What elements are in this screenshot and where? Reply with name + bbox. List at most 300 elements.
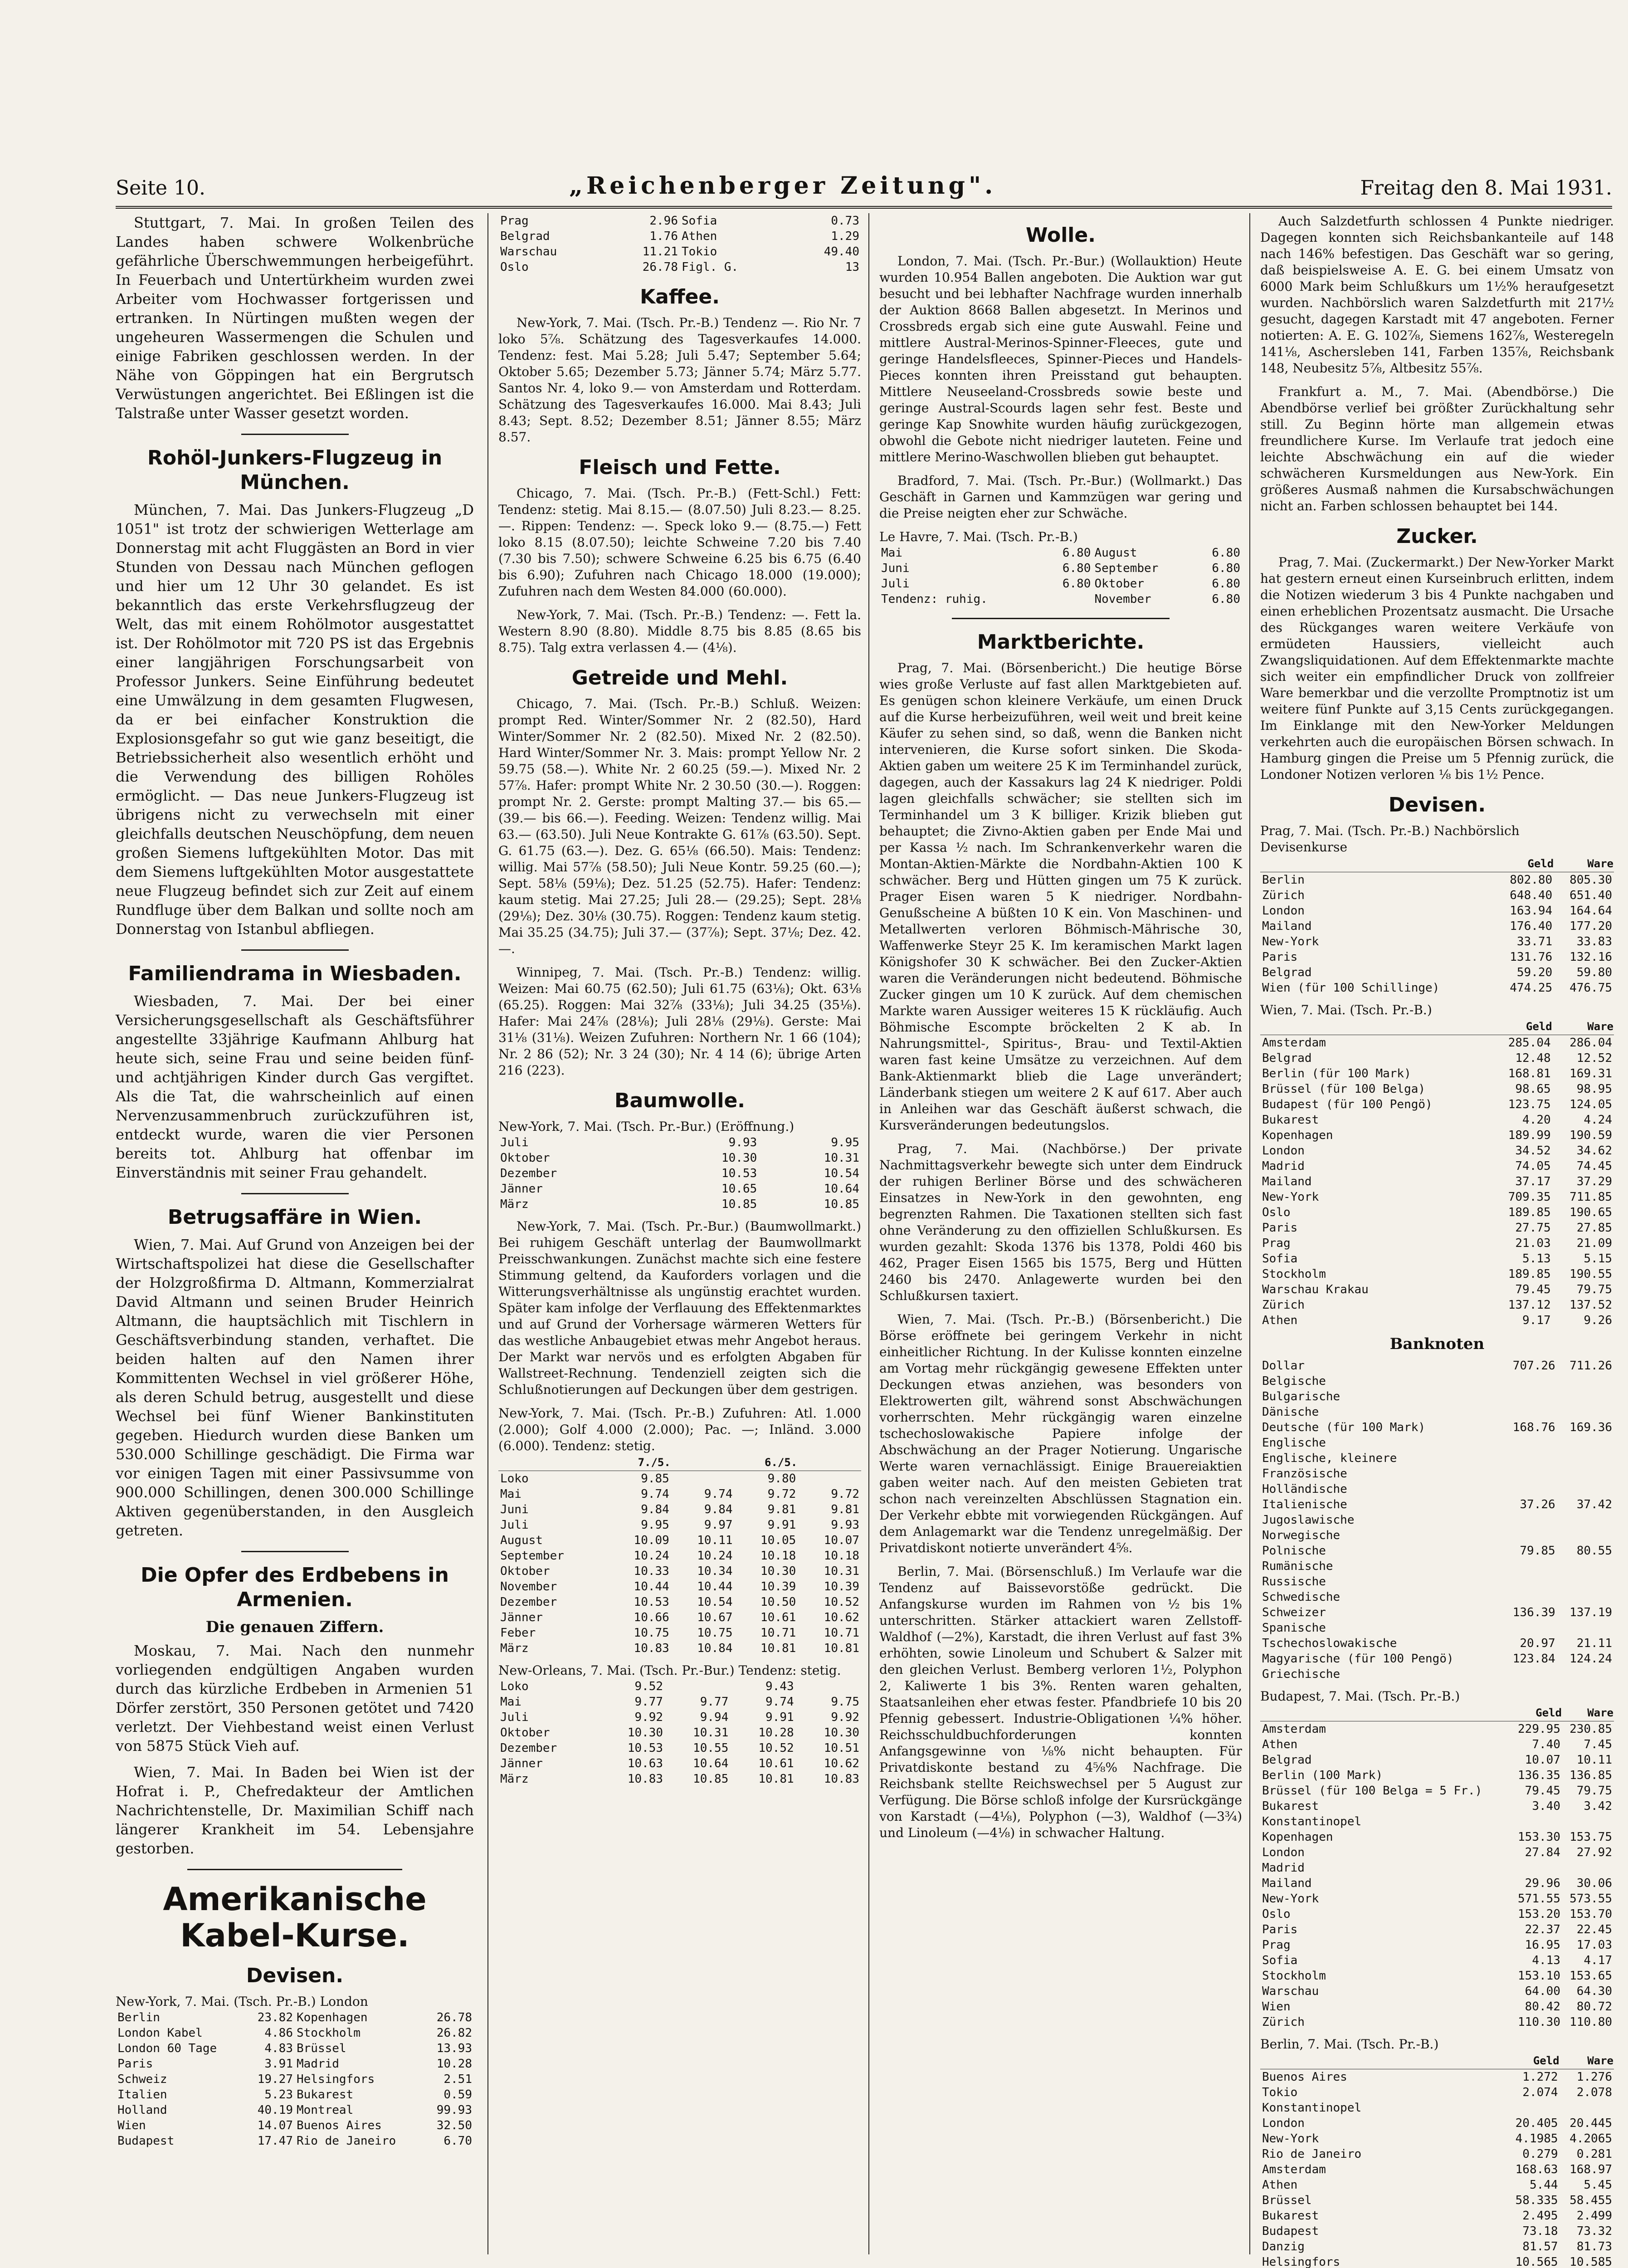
row-value: 4.17 xyxy=(1584,1954,1612,1967)
row-value: Stockholm xyxy=(296,2026,361,2040)
row-value: 5.45 xyxy=(1584,2178,1612,2192)
currency-row xyxy=(1260,1297,1614,1313)
row-value: 4.83 xyxy=(264,2042,293,2055)
divider xyxy=(241,1193,349,1194)
row-label: Paris xyxy=(117,2057,153,2071)
row-value: 32.50 xyxy=(436,2119,472,2132)
row-value: 22.45 xyxy=(1576,1923,1612,1936)
banknote-row xyxy=(1260,1559,1614,1574)
row-label: August xyxy=(500,1534,543,1547)
row-value xyxy=(1560,2100,1614,2116)
row-label: Französische xyxy=(1262,1467,1347,1481)
row-value: 10.85 xyxy=(693,1772,729,1786)
row-value: 10.33 xyxy=(634,1564,669,1578)
row-value: 9.80 xyxy=(767,1472,796,1486)
row-value: 6.80 xyxy=(1062,546,1091,560)
row-label: Belgrad xyxy=(1262,1753,1312,1767)
row-value xyxy=(1557,1559,1614,1574)
row-value: 6.80 xyxy=(1212,592,1240,606)
row-value xyxy=(798,1471,861,1487)
row-label: Zürich xyxy=(1262,2015,1305,2029)
row-value: 11.21 xyxy=(642,245,678,259)
row-value: 10.64 xyxy=(824,1182,859,1196)
row-value: 190.65 xyxy=(1570,1206,1612,1219)
currency-row xyxy=(1260,1035,1614,1051)
row-label: Polnische xyxy=(1262,1544,1326,1558)
article-schiff: Wien, 7. Mai. In Baden bei Wien ist der Hofrat i. P., Chefredakteur der Amtlichen Nachrichtenstelle, Dr. Maximilian Schiff nach längerer Krankheit im 54. Lebensjahre gestorben. xyxy=(116,1764,474,1857)
row-label: Prag xyxy=(500,214,529,228)
row-value: 10.52 xyxy=(824,1595,859,1609)
row-value: 0.59 xyxy=(444,2088,472,2102)
currency-row xyxy=(1260,1752,1614,1768)
row-value: 17.47 xyxy=(257,2134,293,2148)
row-value xyxy=(1500,1374,1557,1389)
row-label: Bukarest xyxy=(1262,2209,1319,2223)
row-label: Budapest xyxy=(1262,2224,1319,2238)
row-value: 136.35 xyxy=(1518,1769,1560,1782)
row-value xyxy=(1557,1389,1614,1404)
row-value xyxy=(1557,1589,1614,1605)
row-label: Zürich xyxy=(1262,889,1305,902)
row-value xyxy=(1557,1574,1614,1589)
row-label: Wien xyxy=(117,2119,146,2132)
row-value: 131.76 xyxy=(1510,950,1553,964)
row-value: 34.62 xyxy=(1576,1144,1612,1158)
row-value: 26.82 xyxy=(436,2026,472,2040)
report-frankfurt: Frankfurt a. M., 7. Mai. (Abendbörse.) Die Abendbörse verlief bei größter Zurückhaltung sehr still. Zu Beginn hörte man allgemein etwas freundlichere Kurse. Im Verlaufe trat jedoch eine leichte Abschwächung ein auf die wieder schwächeren Kursmeldungen aus New-York. Ein größeres Ausmaß nahmen die Kursabschwächungen nicht an. Farben schlossen behauptet bei 144. xyxy=(1260,384,1614,513)
masthead xyxy=(116,172,1612,209)
row-label: Englische xyxy=(1262,1436,1326,1450)
row-label: Madrid xyxy=(1262,1861,1305,1875)
banknote-row xyxy=(1260,1651,1614,1667)
row-value: 10.31 xyxy=(824,1151,859,1165)
row-value: 20.445 xyxy=(1570,2116,1612,2130)
row-value: 10.565 xyxy=(1515,2255,1558,2268)
row-value: 10.50 xyxy=(760,1595,796,1609)
row-value: 37.42 xyxy=(1576,1498,1612,1511)
row-value: 37.29 xyxy=(1576,1175,1612,1188)
headline-erdbeben: Die Opfer des Erdbebens in Armenien. xyxy=(141,1564,449,1611)
row-label: Juni xyxy=(500,1503,529,1516)
currency-row xyxy=(1260,1922,1614,1937)
baumwolle-no-table xyxy=(498,1679,861,1787)
row-label: New-York xyxy=(1262,1190,1319,1204)
column-header: Geld xyxy=(1511,1705,1562,1721)
row-value: 10.83 xyxy=(824,1772,859,1786)
row-value: 10.83 xyxy=(634,1642,669,1655)
row-value: 229.95 xyxy=(1518,1722,1560,1736)
row-label: Schwedische xyxy=(1262,1590,1340,1604)
currency-row xyxy=(1260,1721,1614,1737)
newspaper-title: „Reichenberger Zeitung". xyxy=(569,172,997,200)
column-1 xyxy=(116,213,484,2254)
cotton-row xyxy=(498,1641,861,1656)
rate-row xyxy=(116,2056,474,2072)
row-label: Athen xyxy=(1262,1738,1298,1751)
row-value: 474.25 xyxy=(1510,981,1553,995)
row-value: 169.36 xyxy=(1570,1421,1612,1434)
banknote-row xyxy=(1260,1389,1614,1404)
currency-row xyxy=(1260,1128,1614,1143)
row-value: 58.455 xyxy=(1570,2194,1612,2207)
row-value: 9.17 xyxy=(1522,1314,1551,1327)
row-label: Oslo xyxy=(500,260,529,274)
divider xyxy=(241,434,349,435)
headline-junkers: Rohöl-Junkers-Flugzeug in München. xyxy=(147,446,443,494)
row-label: New-York xyxy=(1262,935,1319,948)
row-value: 711.26 xyxy=(1570,1359,1612,1373)
row-label: Spanische xyxy=(1262,1621,1326,1635)
banknote-row xyxy=(1260,1620,1614,1636)
row-label: Sofia xyxy=(1262,1252,1298,1266)
row-value xyxy=(1500,1466,1557,1481)
row-value: 0.281 xyxy=(1576,2147,1612,2161)
currency-row xyxy=(1260,2100,1614,2116)
row-label: London Kabel xyxy=(117,2026,203,2040)
headline-zucker: Zucker. xyxy=(1396,525,1478,548)
row-value: 10.11 xyxy=(1576,1753,1612,1767)
baumwolle-ny-table xyxy=(498,1454,861,1656)
currency-row xyxy=(1260,1051,1614,1066)
row-value: 9.74 xyxy=(641,1487,669,1501)
row-label: Magyarische (für 100 Pengö) xyxy=(1262,1652,1454,1666)
currency-row xyxy=(1260,1737,1614,1752)
column-header: 6./5. xyxy=(735,1454,798,1471)
row-value: 9.84 xyxy=(704,1503,733,1516)
row-value: 26.78 xyxy=(436,2011,472,2024)
row-label: Rumänische xyxy=(1262,1559,1333,1573)
row-label: Juli xyxy=(500,1711,529,1724)
row-label: Mailand xyxy=(1262,1175,1312,1188)
row-value: 2.499 xyxy=(1576,2209,1612,2223)
row-value xyxy=(1500,1559,1557,1574)
row-value: 0.279 xyxy=(1522,2147,1558,2161)
currency-row xyxy=(1260,965,1614,980)
row-value: 189.85 xyxy=(1508,1267,1551,1281)
row-value xyxy=(1557,1667,1614,1682)
row-value: 16.95 xyxy=(1525,1938,1560,1952)
row-label: Danzig xyxy=(1262,2240,1305,2253)
row-value: 5.13 xyxy=(1522,1252,1551,1266)
row-value xyxy=(1500,1451,1557,1466)
row-label: Berlin xyxy=(1262,873,1305,887)
row-label: Norwegische xyxy=(1262,1529,1340,1542)
cotton-row xyxy=(498,1679,861,1694)
row-value: 10.62 xyxy=(824,1611,859,1624)
row-value: 99.93 xyxy=(436,2103,472,2117)
row-label: Jänner xyxy=(500,1611,543,1624)
row-value: 9.93 xyxy=(728,1136,757,1149)
row-value: 802.80 xyxy=(1510,873,1553,887)
cotton-row xyxy=(498,1694,861,1710)
row-value: 110.80 xyxy=(1570,2015,1612,2029)
row-value: Figl. G. xyxy=(681,260,739,274)
row-value: 1.276 xyxy=(1576,2070,1612,2084)
row-value: 10.61 xyxy=(758,1757,794,1770)
banknote-row xyxy=(1260,1574,1614,1589)
currency-row xyxy=(1260,1799,1614,1814)
cotton-row xyxy=(498,1135,861,1150)
row-value: 10.44 xyxy=(634,1580,669,1593)
currency-row xyxy=(1260,1768,1614,1783)
row-value: November xyxy=(1094,592,1151,606)
row-value: 9.26 xyxy=(1584,1314,1612,1327)
row-label: Dezember xyxy=(500,1595,557,1609)
row-value: 74.05 xyxy=(1515,1159,1551,1173)
rate-row xyxy=(498,229,861,244)
row-label: Amsterdam xyxy=(1262,1036,1326,1050)
row-value: 79.45 xyxy=(1515,1283,1551,1296)
row-value xyxy=(671,1471,735,1487)
currency-row xyxy=(1260,1999,1614,2014)
divider xyxy=(187,1869,402,1870)
row-value: 10.54 xyxy=(697,1595,733,1609)
report-baumwollmarkt: New-York, 7. Mai. (Tsch. Pr.-Bur.) (Baumwollmarkt.) Bei ruhigem Geschäft unterlag der Baumwollmarkt Preisschwankungen. Zunächst machte sich eine festere Stimmung geltend, da Kauforders vorlagen und die Witterungsverhältnisse als ungünstig erachtet wurden. Später kam infolge der Verflauung des Effektenmarktes und auf Grund der Vorhersage wärmeren Wetters für das westliche Anbaugebiet etwas mehr Angebot heraus. Der Markt war nervös und es erfolgten Abgaben für Wallstreet-Rechnung. Tendenziell zeigten sich die Schlußnotierungen auf Deckungen über dem gestrigen. xyxy=(498,1219,861,1397)
row-value: 10.81 xyxy=(758,1772,794,1786)
row-value xyxy=(1500,1589,1557,1605)
row-value: 27.85 xyxy=(1576,1221,1612,1235)
row-value: 110.30 xyxy=(1518,2015,1560,2029)
row-label: Schweizer xyxy=(1262,1606,1326,1619)
row-value: 79.45 xyxy=(1525,1784,1560,1798)
row-value: 9.92 xyxy=(634,1711,663,1724)
row-label: Oktober xyxy=(500,1151,550,1165)
report-wolle-bradford: Bradford, 7. Mai. (Tsch. Pr.-Bur.) (Wollmarkt.) Das Geschäft in Garnen und Kammzügen war gering und die Preise neigten eher zur Schwäche. xyxy=(879,473,1242,521)
row-value: 163.94 xyxy=(1510,904,1553,918)
row-value: 2.074 xyxy=(1522,2086,1558,2099)
row-value: 4.13 xyxy=(1532,1954,1560,1967)
currency-row xyxy=(1260,1174,1614,1189)
row-value: 2.495 xyxy=(1522,2209,1558,2223)
row-label: Konstantinopel xyxy=(1262,1815,1362,1828)
table-header-row xyxy=(1260,1018,1614,1035)
row-label: Italienische xyxy=(1262,1498,1347,1511)
row-value: 124.24 xyxy=(1570,1652,1612,1666)
row-value: 9.74 xyxy=(765,1695,794,1709)
row-value: 27.84 xyxy=(1525,1846,1560,1859)
row-value: 10.30 xyxy=(721,1151,757,1165)
row-value: 81.57 xyxy=(1522,2240,1558,2253)
row-value: 9.81 xyxy=(831,1503,859,1516)
currency-row xyxy=(1260,1860,1614,1876)
row-value: 10.07 xyxy=(824,1534,859,1547)
havre-row xyxy=(879,545,1242,561)
currency-row xyxy=(1260,1968,1614,1984)
report-getreide-chicago: Chicago, 7. Mai. (Tsch. Pr.-B.) Schluß. Weizen: prompt Red. Winter/Sommer Nr. 2 (82.50), Hard Winter/Sommer Nr. 2 (82.50). Mixed Nr. 2 (82.50). Hard Winter/Sommer Nr. 3. Mais: prompt Yellow Nr. 2 59.75 (58.—). White Nr. 2 60.25 (59.—). Mixed Nr. 2 57⅞. Hafer: prompt White Nr. 2 30.50 (30.—). Roggen: prompt Nr. 2. Gerste: prompt Malting 37.— bis 65.— (39.— bis 66.—). Feeding. Weizen: Tendenz willig. Mai 63.— (63.50). Juli Neue Kontrakte G. 61⅞ (63.50). Sept. G. 61.75 (63.—). Dez. G. 65⅛ (66.50). Mais: Tendenz: willig. Mai 57⅞ (58.50); Juli Neue Kontr. 59.25 (60.—); Sept. 58⅛ (59⅛); Dez. 51.25 (52.75). Hafer: Tendenz: kaum stetig. Mai 27.25; Juli 28.— (29.25); Sept. 28⅛ (29⅛); Dez. 30⅛ (30.75). Roggen: Tendenz kaum stetig. Mai 35.25 (34.75); Juli 37.— (37⅞); Sept. 37⅛; Dez. 42.—. xyxy=(498,696,861,956)
cotton-row xyxy=(498,1181,861,1197)
row-value: 23.82 xyxy=(257,2011,293,2024)
currency-row xyxy=(1260,1282,1614,1297)
row-label: Griechische xyxy=(1262,1667,1340,1681)
row-value: 80.42 xyxy=(1525,2000,1560,2014)
row-value xyxy=(1557,1528,1614,1543)
row-value: 10.55 xyxy=(693,1741,729,1755)
cotton-row xyxy=(498,1771,861,1787)
cotton-row xyxy=(498,1740,861,1756)
baumwolle-ny-caption: New-York, 7. Mai. (Tsch. Pr.-B.) Zufuhren: Atl. 1.000 (2.000); Golf 4.000 (2.000); Pac. —; Inländ. 3.000 (6.000). Tendenz: stetig. xyxy=(498,1406,861,1453)
column-2 xyxy=(487,213,871,2254)
rate-row xyxy=(116,2041,474,2056)
cotton-row xyxy=(498,1579,861,1594)
report-wien-boerse: Wien, 7. Mai. (Tsch. Pr.-B.) (Börsenbericht.) Die Börse eröffnete bei geringem Verkehr in nicht einheitlicher Richtung. In der Kulisse konnten einzelne am Vortag mehr rückgängig gewesene Effekten unter Deckungen etwas anziehen, was besonders von Elektrowerten gilt, während sonst Abschwächungen vorherrschten. Mehr rückgängig waren einzelne tschechoslowakische Papiere infolge der Abschwächung an der Prager Notierung. Ungarische Werte waren vernachlässigt. Einige Brauereiaktien gaben weiter nach. Auf den meisten Gebieten trat schon nach vereinzelten Abschlüssen Stagnation ein. Der Verkehr ebbte mit vorwiegenden Rückgängen. Auf dem Anlagemarkt war die Tendenz unregelmäßig. Der Privatdiskont notierte unverändert 4⅝. xyxy=(879,1312,1242,1555)
row-label: Brüssel xyxy=(1262,2194,1312,2207)
currency-row xyxy=(1260,872,1614,888)
row-value: 10.63 xyxy=(627,1757,663,1770)
row-label: Stockholm xyxy=(1262,1969,1326,1983)
row-value: 13.93 xyxy=(436,2042,472,2055)
row-value: 6.80 xyxy=(1212,546,1240,560)
row-label: Holland xyxy=(117,2103,167,2117)
row-value: 10.54 xyxy=(824,1167,859,1180)
row-value: 2.51 xyxy=(444,2072,472,2086)
row-label: Mailand xyxy=(1262,1877,1312,1890)
row-value: 10.75 xyxy=(697,1626,733,1640)
row-label: Deutsche (für 100 Mark) xyxy=(1262,1421,1426,1434)
row-value: 10.81 xyxy=(760,1642,796,1655)
row-value: 59.20 xyxy=(1516,966,1553,979)
row-value xyxy=(1500,1512,1557,1528)
rate-row xyxy=(498,259,861,275)
currency-row xyxy=(1260,2146,1614,2162)
row-label: Paris xyxy=(1262,950,1298,964)
rate-row xyxy=(116,2133,474,2149)
row-value: 0.73 xyxy=(831,214,859,228)
subheadline-devisen: Devisen. xyxy=(246,1964,344,1987)
row-value: 153.30 xyxy=(1518,1830,1560,1844)
row-label: Schweiz xyxy=(117,2072,167,2086)
row-value: 168.97 xyxy=(1570,2163,1612,2176)
row-label: Budapest xyxy=(117,2134,175,2148)
row-value xyxy=(1557,1404,1614,1420)
baumwolle-open-table xyxy=(498,1135,861,1212)
row-value: 79.75 xyxy=(1576,1784,1612,1798)
row-label: Bulgarische xyxy=(1262,1390,1340,1403)
row-value: 14.07 xyxy=(257,2119,293,2132)
row-label: März xyxy=(500,1772,529,1786)
row-value: 476.75 xyxy=(1570,981,1612,995)
row-value: 168.63 xyxy=(1515,2163,1558,2176)
report-berlin-boerse: Berlin, 7. Mai. (Börsenschluß.) Im Verlaufe war die Tendenz auf Baissevorstöße gedrückt. Die Anfangskurse wurden im Rahmen von ½ bis 1% unterschritten. Stärker attackiert waren Zellstoff-Waldhof (—2%), Karstadt, die ihren Verlust auf fast 3% erhöhten, sowie Linoleum und Schubert & Salzer mit den gleichen Verlust. Bemberg verloren 1½, Polyphon 2, Kaliwerte 1 bis 3%. Renten waren gehalten, Staatsanleihen eher etwas fester. Pfandbriefe 10 bis 20 Pfennig gebessert. Industrie-Obligationen ¼% höher. Reichsschuldbuchforderungen konnten Anfangsgewinne von ⅛% nicht behaupten. Für Privatdiskonte bestand zu 4⅝% Nachfrage. Die Reichsbank stellte Reichswechsel per 5 August zur Verfügung. Die Börse schloß infolge der Kursrückgänge von Karstadt (—4⅛), Polyphon (—3), Waldhof (—3¾) und Linoleum (—4⅛) in schwacher Haltung. xyxy=(879,1564,1242,1840)
row-value: 40.19 xyxy=(257,2103,293,2117)
row-value: 73.18 xyxy=(1522,2224,1558,2238)
row-label: Kopenhagen xyxy=(1262,1830,1333,1844)
cotton-row xyxy=(498,1756,861,1771)
column-header xyxy=(1260,1705,1511,1721)
headline-wien-betrug: Betrugsaffäre in Wien. xyxy=(167,1206,422,1229)
row-value: 285.04 xyxy=(1508,1036,1551,1050)
report-getreide-winnipeg: Winnipeg, 7. Mai. (Tsch. Pr.-B.) Tendenz: willig. Weizen: Mai 60.75 (62.50); Juli 61.75 (63⅛); Okt. 63⅛ (65.25). Roggen: Mai 32⅞ (33⅛); Juli 34.25 (35⅛). Hafer: Mai 24⅞ (28⅛); Juli 28⅛ (29⅛). Gerste: Mai 31⅛ (31⅛). Weizen Zufuhren: Northern Nr. 1 66 (104); Nr. 2 86 (52); Nr. 3 24 (30); Nr. 4 14 (6); übrige Arten 216 (223). xyxy=(498,965,861,1078)
row-value: 190.55 xyxy=(1570,1267,1612,1281)
row-value: 10.65 xyxy=(721,1182,757,1196)
row-value: 10.67 xyxy=(697,1611,733,1624)
row-value: 132.16 xyxy=(1570,950,1612,964)
row-value: 33.71 xyxy=(1516,935,1553,948)
row-label: Belgrad xyxy=(500,230,550,243)
row-value: 10.24 xyxy=(697,1549,733,1563)
row-label: Athen xyxy=(1262,2178,1298,2192)
row-label: Prag xyxy=(1262,1237,1291,1250)
row-value: 80.72 xyxy=(1576,2000,1612,2014)
row-label: Russische xyxy=(1262,1575,1326,1589)
row-value: 12.48 xyxy=(1515,1051,1551,1065)
currency-row xyxy=(1260,2239,1614,2254)
row-label: Belgrad xyxy=(1262,1051,1312,1065)
currency-row xyxy=(1260,2224,1614,2239)
currency-row xyxy=(1260,1081,1614,1097)
row-value: 1.272 xyxy=(1522,2070,1558,2084)
row-value: 10.34 xyxy=(697,1564,733,1578)
row-label: Englische, kleinere xyxy=(1262,1452,1397,1465)
row-label: Mai xyxy=(500,1695,522,1709)
divider xyxy=(241,949,349,951)
currency-row xyxy=(1260,1984,1614,1999)
row-value xyxy=(1500,1667,1557,1682)
row-label: Konstantinopel xyxy=(1262,2101,1362,2115)
row-value: 168.81 xyxy=(1508,1067,1551,1080)
row-value: 21.11 xyxy=(1576,1637,1612,1650)
row-label: Jugoslawische xyxy=(1262,1513,1355,1527)
cotton-row xyxy=(498,1710,861,1725)
column-header xyxy=(498,1454,608,1471)
row-value: 573.55 xyxy=(1570,1892,1612,1906)
banknote-row xyxy=(1260,1528,1614,1543)
berlin-caption: Berlin, 7. Mai. (Tsch. Pr.-B.) xyxy=(1260,2037,1439,2052)
row-value: 10.81 xyxy=(824,1642,859,1655)
row-value: 9.52 xyxy=(634,1680,663,1693)
row-label: Stockholm xyxy=(1262,1267,1326,1281)
row-value: 6.80 xyxy=(1062,562,1091,575)
row-value: 10.85 xyxy=(824,1198,859,1211)
row-value: 81.73 xyxy=(1576,2240,1612,2253)
row-value: 9.95 xyxy=(641,1518,669,1532)
prag-table xyxy=(1260,855,1614,996)
wien-table xyxy=(1260,1018,1614,1328)
row-value: 10.39 xyxy=(824,1580,859,1593)
column-header xyxy=(1260,855,1494,872)
row-value: 168.76 xyxy=(1512,1421,1555,1434)
subheadline-erdbeben: Die genauen Ziffern. xyxy=(205,1618,384,1636)
article-erdbeben: Moskau, 7. Mai. Nach den nunmehr vorliegenden endgültigen Angaben wurden durch das kürzliche Erdbeben in Armenien 51 Dörfer zerstört, 350 Personen getötet und 7420 verletzt. Der Viehbestand weist einen Verlust von 5875 Stück Vieh auf. xyxy=(116,1642,474,1755)
row-value: 10.61 xyxy=(760,1611,796,1624)
row-value: 10.75 xyxy=(634,1626,669,1640)
rate-row xyxy=(116,2118,474,2133)
currency-row xyxy=(1260,1266,1614,1282)
row-value: Rio de Janeiro xyxy=(296,2134,396,2148)
row-label: Athen xyxy=(1262,1314,1298,1327)
row-value: 1.76 xyxy=(649,230,678,243)
row-value: 9.91 xyxy=(765,1711,794,1724)
article-stuttgart: Stuttgart, 7. Mai. In großen Teilen des Landes haben schwere Wolkenbrüche gefährliche Überschwemmungen herbeigeführt. In Feuerbach und Untertürkheim wurden zwei Arbeiter vom Hochwasser fortgerissen und ertranken. In Nürtingen mußten wegen der ungeheuren Wassermengen die Schulen und einige Fabriken geschlossen werden. In der Nähe von Göppingen hat ein Bergrutsch Verwüstungen angerichtet. Bei Eßlingen ist die Talstraße unter Wasser gesetzt worden. xyxy=(116,214,474,422)
row-value: 10.30 xyxy=(627,1726,663,1740)
row-value: 10.62 xyxy=(824,1757,859,1770)
row-value: Kopenhagen xyxy=(296,2011,368,2024)
headline-devisen: Devisen. xyxy=(1388,793,1486,816)
article-wien-betrug: Wien, 7. Mai. Auf Grund von Anzeigen bei der Wirtschaftspolizei hat diese die Gesellschafter der Holzgroßfirma D. Altmann, Kommerzialrat David Altmann und seinen Bruder Heinrich Altmann, die hauptsächlich mit Tischlern in Geschäftsverbindung standen, verhaftet. Die beiden halten auf den Namen ihrer Kommittenten Wechsel in viel größerer Höhe, als deren Schuld betrug, ausgestellt und diese Wechsel bei fünf Wiener Bankinstituten gegeben. Hiedurch wurden diese Banken um 530.000 Schillinge geschädigt. Die Firma war vor einigen Tagen mit einer Passivsumme von 900.000 Schillingen, denen 300.000 Schillinge Aktiven gegenüberstanden, in den Ausgleich getreten. xyxy=(116,1236,474,1539)
row-value: 5.23 xyxy=(264,2088,293,2102)
row-value: 9.74 xyxy=(704,1487,733,1501)
row-label: Wien (für 100 Schillinge) xyxy=(1262,981,1440,995)
row-value: 190.59 xyxy=(1570,1129,1612,1142)
cotton-row xyxy=(498,1625,861,1641)
row-value: 10.11 xyxy=(697,1534,733,1547)
headline-kabelkurse: Amerikanische Kabel-Kurse. xyxy=(163,1881,427,1954)
currency-row xyxy=(1260,1112,1614,1128)
report-wolle-london: London, 7. Mai. (Tsch. Pr.-Bur.) (Wollauktion) Heute wurden 10.954 Ballen angeboten. Die Auktion war gut besucht und bei lebhafter Nachfrage wurden innerhalb der Auktion 8668 Ballen abgesetzt. In Merinos und Crossbreds ergab sich eine gute Auswahl. Feine und mittlere Austral-Merinos-Spinner-Fleeces, gute und geringe Handelsfleeces, Spinner-Pieces und Handels-Pieces konnten ihren Preisstand gut behaupten. Mittlere Neuseeland-Crossbreds sowie beste und geringe Austral-Scourds lagen sehr fest. Beste und geringe Kap Snowhite wurden häufig zurückgezogen, obwohl die Gebote nicht niedriger lauteten. Feine und mittlere Merino-Waschwollen blieben gut behauptet. xyxy=(879,254,1242,464)
row-value: 136.39 xyxy=(1512,1606,1555,1619)
row-value: 10.51 xyxy=(824,1741,859,1755)
row-value: 153.20 xyxy=(1518,1907,1560,1921)
report-berlin-cont: Auch Salzdetfurth schlossen 4 Punkte niedriger. Dagegen konnten sich Reichsbankanteile auf 148 nach 146% befestigen. Das Geschäft war so gering, daß beispielsweise A. E. G. bei einem Umsatz von 6000 Mark beim Schlußkurs um 1½% heraufgesetzt wurden. Nachbörslich waren Salzdetfurth mit 217½ gesucht, dagegen Karstadt mit 47 angeboten. Ferner notierten: A. E. G. 102⅞, Siemens 162⅞, Westeregeln 141⅛, Aschersleben 141, Farben 135⅞, Reichsbank 148, Neubesitz 5⅞, Altbesitz 55⅞. xyxy=(1260,214,1614,376)
